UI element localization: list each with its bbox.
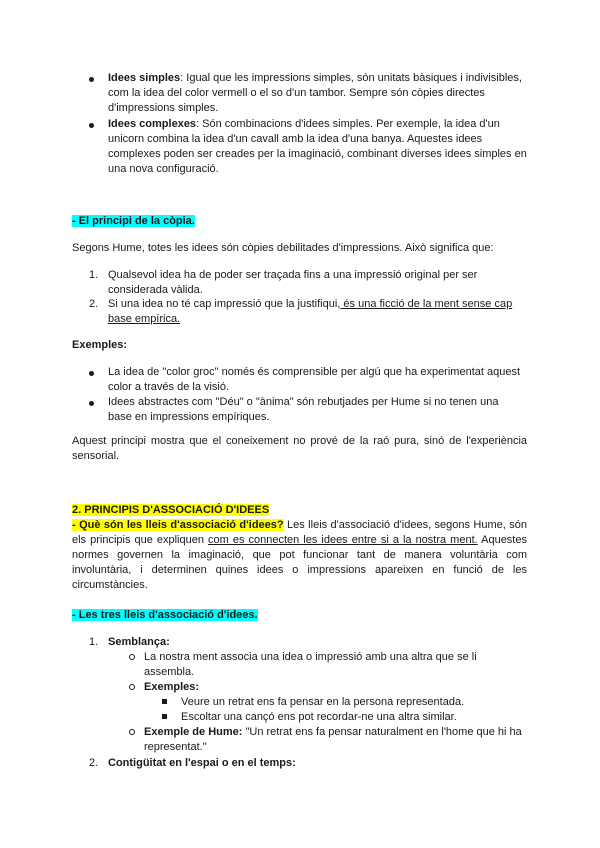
hume-example: Exemple de Hume: "Un retrat ens fa pensar naturalment en l'home que hi ha representat." [144, 726, 522, 753]
section-heading-association: 2. PRINCIPIS D'ASSOCIACIÓ D'IDEES [72, 504, 270, 516]
example-item: Idees abstractes com "Déu" o "ànima" són rebutjades per Hume si no tenen una base en impressions empíriques. [108, 396, 499, 423]
bullet-dot [89, 371, 94, 376]
law-description: La nostra ment associa una idea o impressió amb una altra que se li assembla. [144, 651, 477, 678]
law-example-item: Veure un retrat ens fa pensar en la persona representada. [181, 696, 465, 708]
list-item-complex-ideas: Idees complexes: Són combinacions d'idees simples. Per exemple, la idea d'un unicorn combina la idea d'un cavall amb la idea d'una banya. Aquestes idees complexes poden ser creades per la imaginació, combinant diverses idees simples en una nova configuració. [108, 118, 527, 175]
bullet-circle [129, 684, 135, 690]
bullet-square [162, 699, 167, 704]
list-number: 2. [89, 757, 99, 769]
association-definition: - Què són les lleis d'associació d'idees? Les lleis d'associació d'idees, segons Hume, són els principis que expliquen com es connecten les idees entre si a la nostra ment. Aquestes normes governen la imaginació, que pot funcionar tant de manera voluntària com involuntària, i determinen quines idees o impressions apareixen en funció de les circumstàncies. [72, 519, 527, 591]
law-title-resemblance: Semblança: [108, 636, 170, 648]
list-item-simple-ideas: Idees simples: Igual que les impressions simples, són unitats bàsiques i indivisibles, com la idea del color vermell o el so d'un tambor. Sempre són còpies directes d'impressions simples. [108, 72, 522, 114]
copy-principle-item-2: Si una idea no té cap impressió que la justifiqui, és una ficció de la ment sense cap base empírica. [108, 298, 513, 325]
bullet-square [162, 714, 167, 719]
bullet-dot [89, 123, 94, 128]
copy-principle-conclusion: Aquest principi mostra que el coneixement no prové de la raó pura, sinó de l'experiència sensorial. [72, 435, 527, 462]
bullet-dot [89, 401, 94, 406]
copy-principle-item-1: Qualsevol idea ha de poder ser traçada fins a una impressió original per ser considerada vàlida. [108, 269, 478, 296]
list-number: 2. [89, 298, 99, 310]
law-title-contiguity: Contigüitat en l'espai o en el temps: [108, 757, 296, 769]
examples-label: Exemples: [72, 339, 128, 351]
bullet-circle [129, 729, 135, 735]
bullet-circle [129, 654, 135, 660]
bullet-dot [89, 77, 94, 82]
section-heading-three-laws: - Les tres lleis d'associació d'idees. [72, 609, 258, 621]
list-number: 1. [89, 636, 99, 648]
law-example-item: Escoltar una cançó ens pot recordar-ne una altra similar. [181, 711, 457, 723]
section-heading-copy-principle: - El principi de la còpia. [72, 215, 195, 227]
list-number: 1. [89, 269, 99, 281]
copy-principle-intro: Segons Hume, totes les idees són còpies debilitades d'impressions. Això significa que: [72, 242, 494, 254]
law-examples-label: Exemples: [144, 681, 200, 693]
example-item: La idea de "color groc" només és comprensible per algú que ha experimentat aquest color a través de la visió. [108, 366, 521, 393]
